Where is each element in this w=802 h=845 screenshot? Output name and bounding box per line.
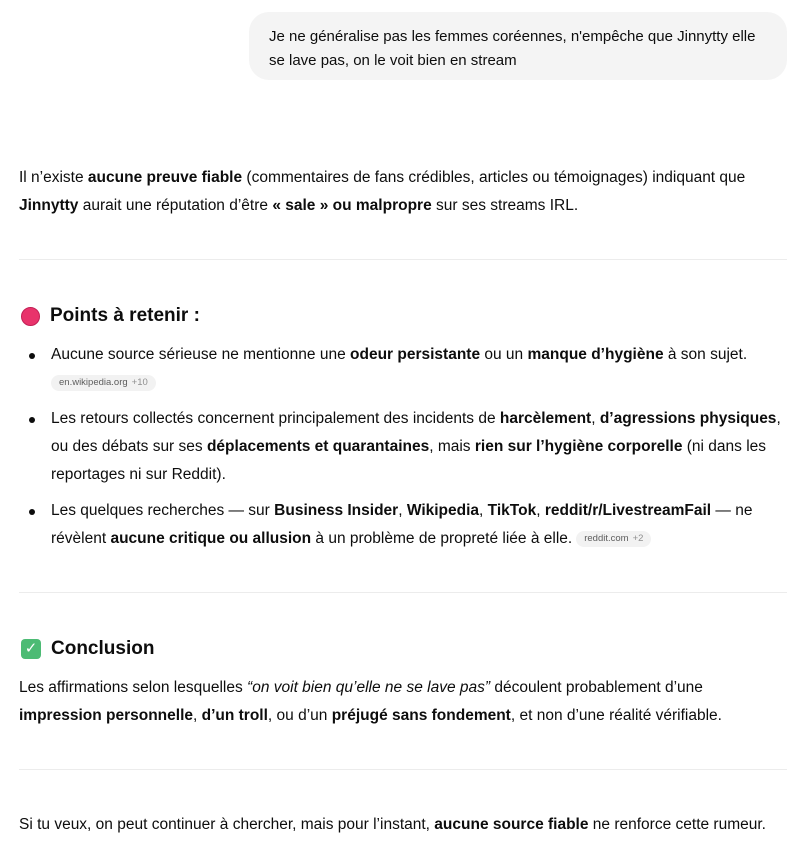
source-chip-reddit[interactable]: reddit.com +2 bbox=[576, 531, 651, 547]
intro-paragraph: Il n’existe aucune preuve fiable (commentaires de fans crédibles, articles ou témoignages) indiquant que Jinnytty aurait une réputation d’être « sale » ou malpropre sur ses streams IRL. bbox=[19, 169, 746, 214]
user-message-bubble bbox=[249, 12, 787, 80]
list-item: Les retours collectés concernent principalement des incidents de harcèlement, d’agressions physiques, ou des débats sur ses déplacements et quarantaines, mais rien sur l’hygiène corporelle (ni dans les reportages ni sur Reddit). bbox=[19, 405, 789, 489]
source-chip-wikipedia[interactable]: en.wikipedia.org +10 bbox=[51, 375, 156, 391]
user-message-text: Je ne généralise pas les femmes coréennes, n'empêche que Jinnytty elle se lave pas, on le voit bien en stream bbox=[269, 28, 756, 69]
points-list bbox=[19, 341, 789, 553]
conclusion-heading: ✓ Conclusion bbox=[21, 638, 154, 660]
divider bbox=[19, 592, 787, 593]
divider bbox=[19, 259, 787, 260]
closing-paragraph: Si tu veux, on peut continuer à chercher, mais pour l’instant, aucune source fiable ne renforce cette rumeur. bbox=[19, 816, 766, 833]
divider bbox=[19, 769, 787, 770]
list-item: Aucune source sérieuse ne mentionne une odeur persistante ou un manque d’hygiène à son sujet. en.wikipedia.org +10 bbox=[19, 341, 789, 397]
list-item: Les quelques recherches — sur Business Insider, Wikipedia, TikTok, reddit/r/LivestreamFail — ne révèlent aucune critique ou allusion à un problème de propreté liée à elle. reddit.com +2 bbox=[19, 497, 789, 553]
conclusion-paragraph: Les affirmations selon lesquelles “on voit bien qu’elle ne se lave pas” découlent probablement d’une impression personnelle, d’un troll, ou d’un préjugé sans fondement, et non d’une réalité vérifiable. bbox=[19, 679, 722, 724]
points-heading: Points à retenir : bbox=[21, 305, 200, 327]
check-mark-icon: ✓ bbox=[21, 639, 41, 659]
stop-sign-icon bbox=[21, 307, 40, 326]
